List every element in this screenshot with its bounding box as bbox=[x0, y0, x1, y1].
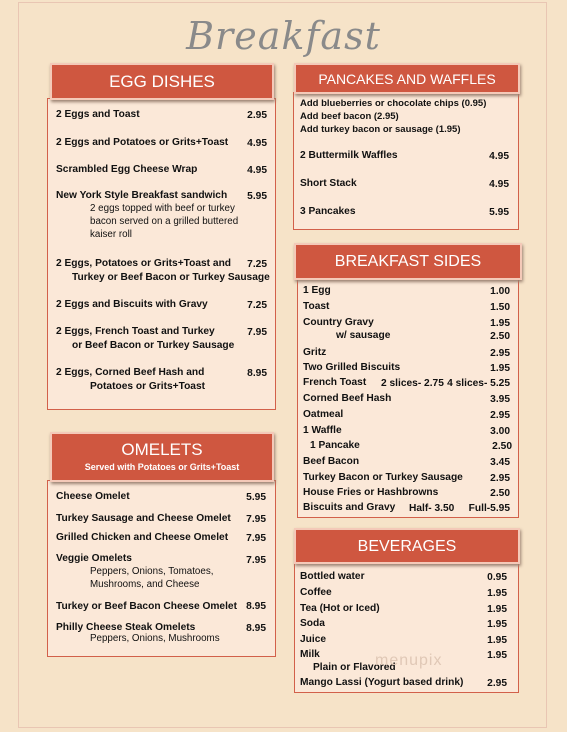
item-price: 3.45 bbox=[490, 457, 510, 468]
list-item: 2 Eggs, Corned Beef Hash and bbox=[56, 367, 205, 378]
item-price: 8.95 bbox=[247, 368, 267, 379]
list-item: 2 Eggs, Potatoes or Grits+Toast and bbox=[56, 258, 232, 269]
item-price: 2.95 bbox=[490, 473, 510, 484]
list-item: Biscuits and Gravy bbox=[303, 502, 396, 513]
item-price: 1.50 bbox=[490, 302, 510, 313]
sides-header bbox=[294, 243, 522, 280]
item-price: 0.95 bbox=[487, 572, 507, 583]
item-price: 3.95 bbox=[490, 394, 510, 405]
list-item: Short Stack bbox=[300, 178, 357, 189]
item-price: 2.95 bbox=[490, 410, 510, 421]
list-item: House Fries or Hashbrowns bbox=[303, 487, 439, 498]
list-item: Juice bbox=[300, 634, 327, 645]
list-item: 1 Egg bbox=[303, 285, 331, 296]
item-description: Plain or Flavored bbox=[313, 662, 396, 673]
list-item: Cheese Omelet bbox=[56, 491, 130, 502]
item-price: 1.95 bbox=[487, 604, 507, 615]
item-price: 4.95 bbox=[489, 151, 509, 162]
pancakes-header bbox=[294, 63, 520, 94]
list-item: Turkey or Beef Bacon Cheese Omelet bbox=[56, 601, 237, 612]
addon-note: Add blueberries or chocolate chips (0.95) bbox=[300, 98, 487, 109]
list-item: French Toast bbox=[303, 377, 367, 388]
list-item: Country Gravy bbox=[303, 317, 374, 328]
list-item: 2 Eggs and Biscuits with Gravy bbox=[56, 299, 208, 310]
beverages-header bbox=[294, 528, 520, 564]
item-price: 2.50 bbox=[490, 331, 510, 342]
list-item: Bottled water bbox=[300, 571, 365, 582]
item-price: 1.95 bbox=[490, 318, 510, 329]
addon-note: Add turkey bacon or sausage (1.95) bbox=[300, 124, 461, 135]
list-item: 2 Eggs and Potatoes or Grits+Toast bbox=[56, 137, 229, 148]
list-item: 2 Buttermilk Waffles bbox=[300, 150, 398, 161]
sides-title: BREAKFAST SIDES bbox=[334, 253, 482, 270]
egg-dishes-title: EGG DISHES bbox=[109, 72, 215, 91]
list-item: 1 Waffle bbox=[303, 425, 342, 436]
list-item-continued: Potatoes or Grits+Toast bbox=[90, 381, 206, 392]
omelets-subtitle: Served with Potatoes or Grits+Toast bbox=[84, 462, 240, 472]
item-description: Peppers, Onions, Tomatoes, bbox=[90, 566, 214, 577]
list-item: Coffee bbox=[300, 587, 332, 598]
item-description: kaiser roll bbox=[90, 229, 132, 240]
list-item: 2 Eggs and Toast bbox=[56, 109, 140, 120]
page-title: Breakfast bbox=[186, 14, 381, 58]
item-price: 2.50 bbox=[492, 441, 512, 452]
item-price: 1.95 bbox=[490, 363, 510, 374]
item-price: 8.95 bbox=[246, 623, 266, 634]
item-price: 2.95 bbox=[490, 348, 510, 359]
list-item: Beef Bacon bbox=[303, 456, 360, 467]
list-item: Philly Cheese Steak Omelets bbox=[56, 622, 196, 633]
list-item: Corned Beef Hash bbox=[303, 393, 392, 404]
item-price: 4.95 bbox=[247, 138, 267, 149]
list-item-continued: or Beef Bacon or Turkey Sausage bbox=[72, 340, 235, 351]
list-item: Mango Lassi (Yogurt based drink) bbox=[300, 677, 464, 688]
item-price: 2.50 bbox=[490, 488, 510, 499]
list-item: 1 Pancake bbox=[310, 440, 360, 451]
item-price: 7.25 bbox=[247, 259, 267, 270]
list-item: Two Grilled Biscuits bbox=[303, 362, 401, 373]
list-item: 3 Pancakes bbox=[300, 206, 356, 217]
beverages-title: BEVERAGES bbox=[357, 538, 457, 555]
item-price: 1.00 bbox=[490, 286, 510, 297]
item-price: 7.25 bbox=[247, 300, 267, 311]
item-price: 1.95 bbox=[487, 588, 507, 599]
item-price: 1.95 bbox=[487, 619, 507, 630]
list-item: Grilled Chicken and Cheese Omelet bbox=[56, 532, 229, 543]
item-price: 4 slices- 5.25 bbox=[447, 378, 510, 389]
item-price-half: Half- 3.50 bbox=[409, 503, 455, 514]
list-item: Turkey Sausage and Cheese Omelet bbox=[56, 513, 231, 524]
item-description: Peppers, Onions, Mushrooms bbox=[90, 633, 220, 644]
list-item: Turkey Bacon or Turkey Sausage bbox=[303, 472, 463, 483]
item-price: 7.95 bbox=[246, 533, 266, 544]
list-item: New York Style Breakfast sandwich bbox=[56, 190, 228, 201]
item-price: 7.95 bbox=[247, 327, 267, 338]
pancakes-title: PANCAKES AND WAFFLES bbox=[318, 71, 496, 87]
list-item: Milk bbox=[300, 649, 320, 660]
list-item: Soda bbox=[300, 618, 325, 629]
egg-dishes-header bbox=[50, 63, 274, 100]
addon-note: Add beef bacon (2.95) bbox=[300, 111, 399, 122]
item-price: 3.00 bbox=[490, 426, 510, 437]
item-price: 7.95 bbox=[246, 514, 266, 525]
item-price-half: 2 slices- 2.75 bbox=[381, 378, 444, 389]
omelets-header bbox=[50, 432, 274, 482]
omelets-title: OMELETS bbox=[121, 440, 203, 459]
item-price: 5.95 bbox=[489, 207, 509, 218]
list-item: Veggie Omelets bbox=[56, 553, 132, 564]
item-price: 1.95 bbox=[487, 650, 507, 661]
item-price: Full-5.95 bbox=[468, 503, 510, 514]
item-price: 8.95 bbox=[246, 601, 266, 612]
item-price: 5.95 bbox=[247, 191, 267, 202]
list-item: 2 Eggs, French Toast and Turkey bbox=[56, 326, 215, 337]
item-price: 4.95 bbox=[489, 179, 509, 190]
list-item: Oatmeal bbox=[303, 409, 344, 420]
list-item: Tea (Hot or Iced) bbox=[300, 603, 380, 614]
item-price: 2.95 bbox=[247, 110, 267, 121]
list-item: Toast bbox=[303, 301, 330, 312]
list-item-continued: Turkey or Beef Bacon or Turkey Sausage bbox=[72, 272, 270, 283]
item-price: 5.95 bbox=[246, 492, 266, 503]
item-price: 7.95 bbox=[246, 555, 266, 566]
watermark: menupix bbox=[375, 652, 443, 669]
item-price: 2.95 bbox=[487, 678, 507, 689]
list-item: w/ sausage bbox=[336, 330, 391, 341]
item-description: Mushrooms, and Cheese bbox=[90, 579, 200, 590]
list-item: Gritz bbox=[303, 347, 327, 358]
list-item: Scrambled Egg Cheese Wrap bbox=[56, 164, 198, 175]
item-price: 4.95 bbox=[247, 165, 267, 176]
item-price: 1.95 bbox=[487, 635, 507, 646]
item-description: 2 eggs topped with beef or turkey bbox=[90, 203, 235, 214]
item-description: bacon served on a grilled buttered bbox=[90, 216, 239, 227]
